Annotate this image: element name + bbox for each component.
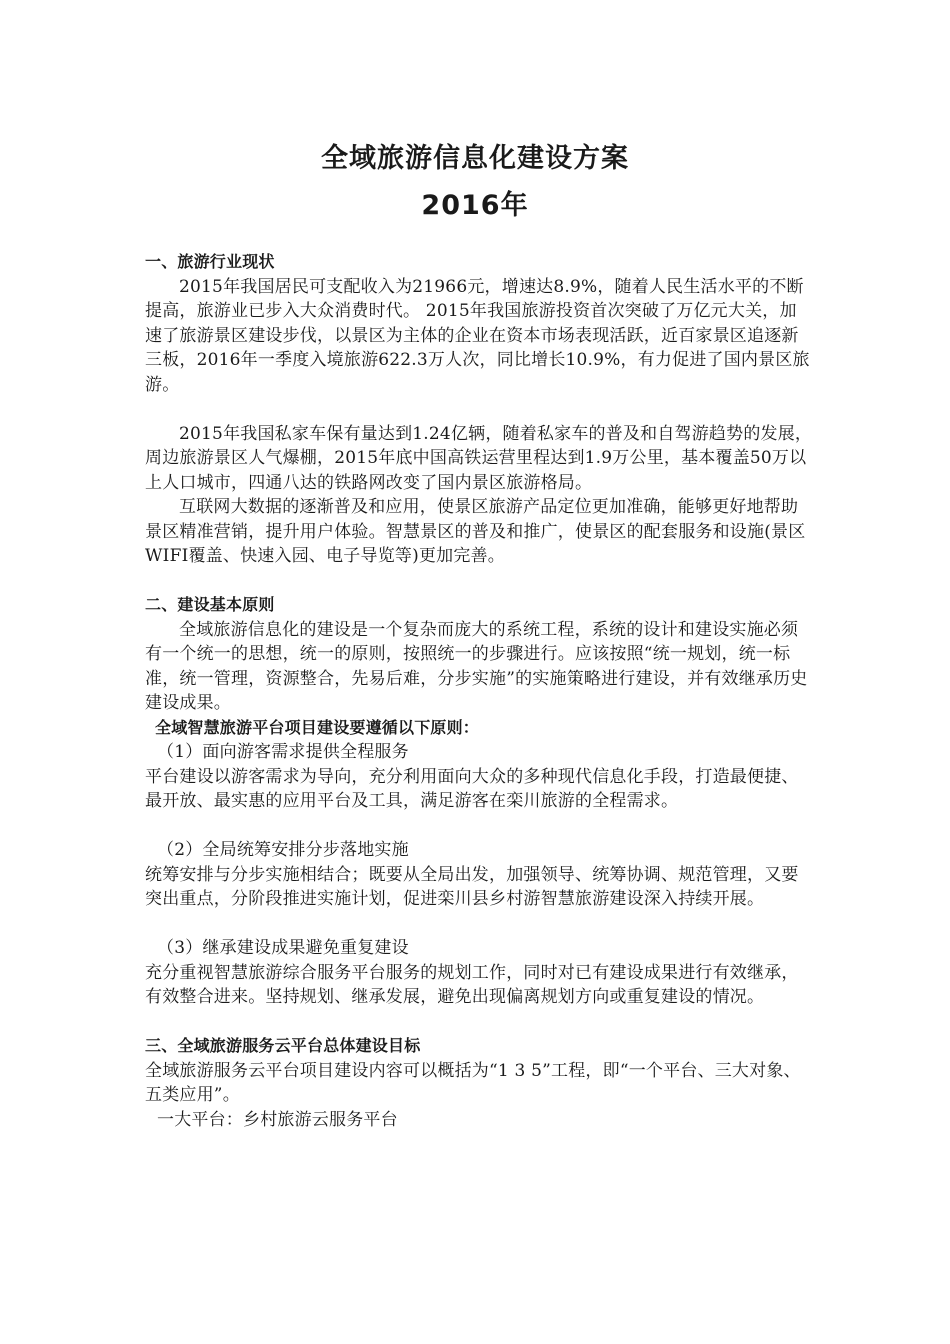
- paragraph-internet: 互联网大数据的逐渐普及和应用，使景区旅游产品定位更加准确，能够更好地帮助景区精准营销，提升用户体验。智慧景区的普及和推广，使景区的配套服务和设施(景区WIFI覆盖、快速入园、电子导览等)更加完善。: [145, 497, 806, 566]
- goals-platform: 一大平台：乡村旅游云服务平台: [157, 1109, 398, 1130]
- principle-title-3: （3）继承建设成果避免重复建设: [157, 938, 409, 958]
- document-year: 2016年: [421, 190, 529, 221]
- principle-text-1: 平台建设以游客需求为导向，充分利用面向大众的多种现代信息化手段，打造最便捷、最开放、最实惠的应用平台及工具，满足游客在栾川旅游的全程需求。: [145, 766, 799, 811]
- principle-text-2: 统筹安排与分步实施相结合；既要从全局出发，加强领导、统筹协调、规范管理，又要突出重点，分阶段推进实施计划，促进栾川县乡村游智慧旅游建设深入持续开展。: [145, 864, 799, 909]
- section-heading-principles: 二、建设基本原则: [145, 595, 275, 614]
- document-title: 全域旅游信息化建设方案: [321, 143, 629, 174]
- paragraph-goals: 全域旅游服务云平台项目建设内容可以概括为“1 3 5”工程，即“一个平台、三大对象、五类应用”。: [145, 1060, 801, 1105]
- section-heading-status: 一、旅游行业现状: [145, 252, 275, 271]
- section-heading-goals: 三、全域旅游服务云平台总体建设目标: [145, 1036, 421, 1055]
- principle-title-2: （2）全局统筹安排分步落地实施: [157, 840, 409, 860]
- paragraph-cars: 2015年我国私家车保有量达到1.24亿辆，随着私家车的普及和自驾游趋势的发展，周边旅游景区人气爆棚，2015年底中国高铁运营里程达到1.9万公里，基本覆盖50万以上人口城市，四通八达的铁路网改变了国内景区旅游格局。: [145, 423, 813, 493]
- paragraph-income: 2015年我国居民可支配收入为21966元，增速达8.9%，随着人民生活水平的不断提高，旅游业已步入大众消费时代。 2015年我国旅游投资首次突破了万亿元大关，加速了旅游景区建设步伐，以景区为主体的企业在资本市场表现活跃，近百家景区追逐新三板，2016年一季度入境旅游622.3万人次，同比增长10.9%，有力促进了国内景区旅游。: [145, 276, 810, 395]
- document-body: [145, 250, 813, 1132]
- principle-text-3: 充分重视智慧旅游综合服务平台服务的规划工作，同时对已有建设成果进行有效继承，有效整合进来。坚持规划、继承发展，避免出现偏离规划方向或重复建设的情况。: [145, 962, 799, 1007]
- principle-title-1: （1）面向游客需求提供全程服务: [157, 742, 409, 762]
- principles-intro: 全域智慧旅游平台项目建设要遵循以下原则：: [155, 717, 480, 737]
- paragraph-principles: 全域旅游信息化的建设是一个复杂而庞大的系统工程，系统的设计和建设实施必须有一个统一的思想，统一的原则，按照统一的步骤进行。应该按照“统一规划，统一标准，统一管理，资源整合，先易后难，分步实施”的实施策略进行建设，并有效继承历史建设成果。: [145, 619, 808, 713]
